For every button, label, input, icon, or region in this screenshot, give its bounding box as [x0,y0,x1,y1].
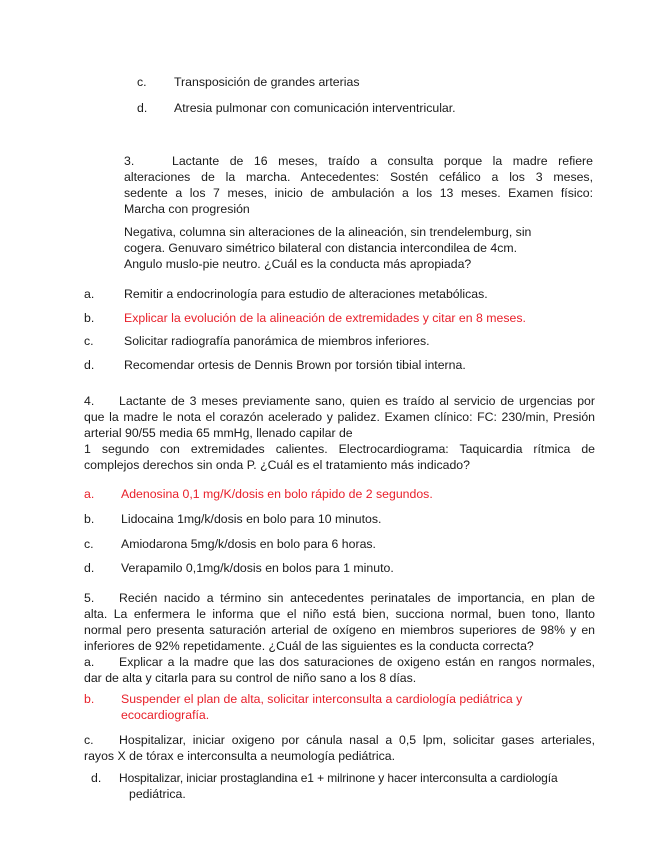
option-letter: a. [84,655,95,669]
option-text: Hospitalizar, iniciar prostaglandina e1 + milrinone y hacer interconsulta a cardiología [119,771,558,785]
question-number: 5. [84,591,95,605]
option-text: pediátrica. [129,787,186,801]
option-text: Recomendar ortesis de Dennis Brown por torsión tibial interna. [124,358,466,372]
option-letter: b. [84,512,95,526]
stem-line: alta. La enfermera le informa que el niño está bien, succiona normal, buen tono, llanto [84,607,595,621]
stem-line: complejos derechos sin onda P. ¿Cuál es el tratamiento más indicado? [84,458,470,472]
option-letter: c. [137,75,147,89]
option-letter: b. [84,311,95,325]
stem-line: inferiores de 92% repetidamente. ¿Cuál de las siguientes es la conducta correcta? [84,639,534,653]
option-text: Hospitalizar, iniciar oxigeno por cánula nasal a 0,5 lpm, solicitar gases arteriales, [119,733,595,747]
stem-line: 1 segundo con extremidades calientes. Electrocardiograma: Taquicardia rítmica de [84,442,595,456]
correct-answer-text: ecocardiografía. [121,708,210,722]
option-letter: d. [137,101,148,115]
option-letter: a. [84,487,95,501]
correct-answer-text: Suspender el plan de alta, solicitar interconsulta a cardiología pediátrica y [121,692,523,706]
option-letter: c. [84,537,94,551]
stem-line: Lactante de 3 meses previamente sano, quien es traído al servicio de urgencias por [119,394,595,408]
stem-line: cogera. Genuvaro simétrico bilateral con distancia intercondilea de 4cm. [124,241,518,255]
option-letter: b. [84,692,95,706]
option-letter: d. [84,561,95,575]
stem-line: alteraciones de la marcha. Antecedentes: Sostén cefálico a los 3 meses, [124,170,593,184]
option-text: Atresia pulmonar con comunicación interventricular. [174,101,456,115]
stem-line: arterial 90/55 media 65 mmHg, llenado capilar de [84,426,353,440]
option-letter: d. [84,358,95,372]
option-text: Amiodarona 5mg/k/dosis en bolo para 6 horas. [121,537,376,551]
option-text: Explicar a la madre que las dos saturaciones de oxigeno están en rangos normales, [119,655,595,669]
stem-line: Marcha con progresión [124,202,250,216]
option-text: dar de alta y citarla para su control de niño sano a los 8 días. [84,671,417,685]
correct-answer-text: Explicar la evolución de la alineación de extremidades y citar en 8 meses. [124,311,526,325]
option-letter: d. [91,771,102,785]
stem-line: normal pero presenta saturación arterial de oxígeno en miembros superiores de 98% y en [84,623,595,637]
stem-line: sedente a los 7 meses, inicio de ambulación a los 13 meses. Examen físico: [124,186,593,200]
option-text: Solicitar radiografía panorámica de miembros inferiores. [124,334,430,348]
option-text: Lidocaina 1mg/k/dosis en bolo para 10 minutos. [121,512,382,526]
option-text: Verapamilo 0,1mg/k/dosis en bolos para 1 minuto. [121,561,394,575]
stem-line: que la madre le nota el corazón acelerado y palidez. Examen clínico: FC: 230/min, Presión [84,410,595,424]
option-letter: c. [84,334,94,348]
question-number: 3. [124,154,135,168]
option-letter: a. [84,287,95,301]
stem-line: Angulo muslo-pie neutro. ¿Cuál es la conducta más apropiada? [124,257,472,271]
correct-answer-text: Adenosina 0,1 mg/K/dosis en bolo rápido de 2 segundos. [121,487,433,501]
option-text: rayos X de tórax e interconsulta a neumología pediátrica. [84,749,396,763]
stem-line: Recién nacido a término sin antecedentes perinatales de importancia, en plan de [119,591,595,605]
question-number: 4. [84,394,95,408]
stem-line: Negativa, columna sin alteraciones de la alineación, sin trendelemburg, sin [124,225,532,239]
option-text: Remitir a endocrinología para estudio de alteraciones metabólicas. [124,287,488,301]
stem-line: Lactante de 16 meses, traído a consulta porque la madre refiere [172,154,593,168]
option-text: Transposición de grandes arterias [174,75,360,89]
option-letter: c. [84,733,94,747]
